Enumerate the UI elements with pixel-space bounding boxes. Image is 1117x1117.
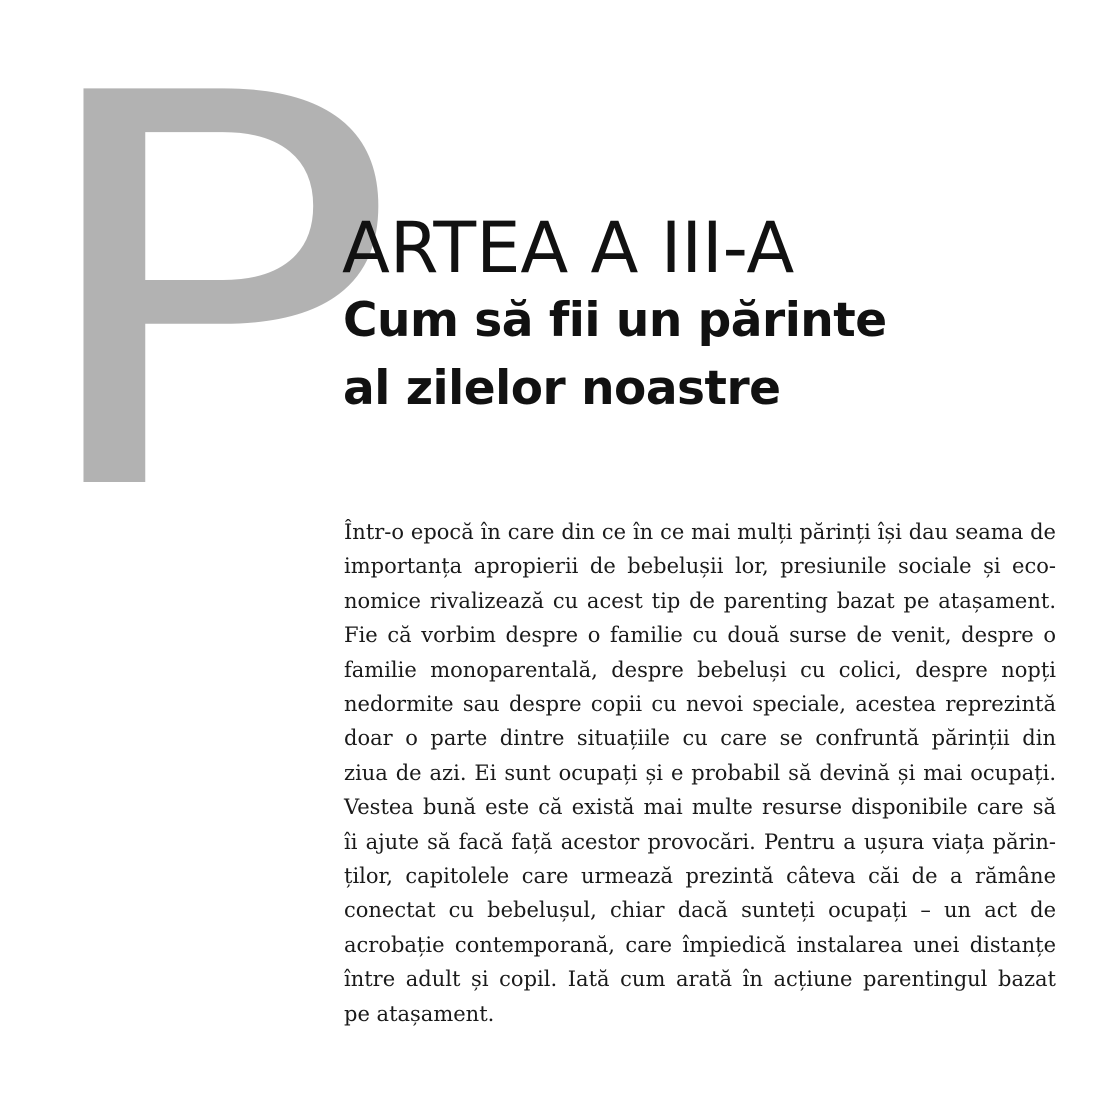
subtitle-line: al zilelor noastre bbox=[343, 361, 781, 416]
paragraph-line: îi ajute să facă față acestor provocări. Pentru a ușura viața părin- bbox=[344, 829, 1056, 854]
paragraph-line: între adult și copil. Iată cum arată în acțiune parentingul bazat bbox=[344, 967, 1056, 992]
chapter-dropcap: P bbox=[22, 0, 400, 610]
paragraph-line: doar o parte dintre situațiile cu care se confruntă părinții din bbox=[344, 726, 1056, 751]
paragraph-line: importanța apropierii de bebelușii lor, presiunile sociale și eco- bbox=[344, 554, 1056, 579]
paragraph-line: Vestea bună este că există mai multe resurse disponibile care să bbox=[344, 795, 1056, 820]
paragraph-line: Fie că vorbim despre o familie cu două surse de venit, despre o bbox=[344, 623, 1056, 648]
paragraph-line: familie monoparentală, despre bebeluși cu colici, despre nopți bbox=[344, 657, 1056, 682]
body-paragraph bbox=[344, 515, 1056, 1031]
paragraph-line: pe atașament. bbox=[344, 1001, 495, 1026]
subtitle-line: Cum să fii un părinte bbox=[343, 293, 887, 348]
paragraph-line: conectat cu bebelușul, chiar dacă sunteți ocupați – un act de bbox=[344, 898, 1056, 923]
paragraph-line: ților, capitolele care urmează prezintă câteva căi de a rămâne bbox=[344, 864, 1056, 889]
chapter-subtitle bbox=[343, 287, 887, 423]
paragraph-line: nedormite sau despre copii cu nevoi speciale, acestea reprezintă bbox=[344, 692, 1056, 717]
paragraph-line: nomice rivalizează cu acest tip de parenting bazat pe atașament. bbox=[344, 588, 1056, 613]
paragraph-line: Într-o epocă în care din ce în ce mai mulți părinți își dau seama de bbox=[344, 520, 1056, 544]
paragraph-line: ziua de azi. Ei sunt ocupați și e probabil să devină și mai ocupați. bbox=[344, 760, 1056, 785]
part-title: ARTEA A III-A bbox=[342, 207, 795, 289]
paragraph-line: acrobație contemporană, care împiedică instalarea unei distanțe bbox=[344, 932, 1056, 957]
